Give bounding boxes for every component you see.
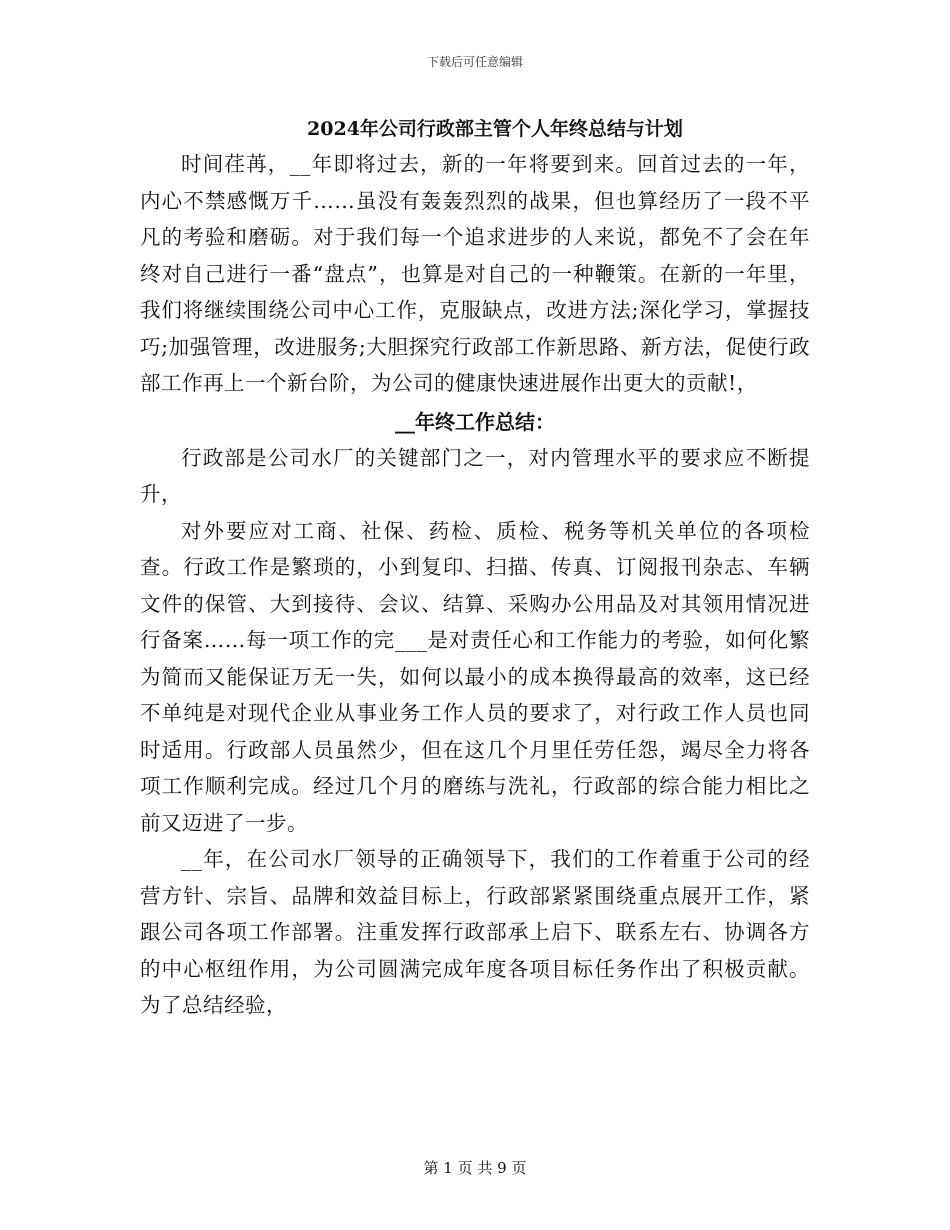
body-paragraph: 行政部是公司水厂的关键部门之一，对内管理水平的要求应不断提升， <box>140 445 810 506</box>
document-title: 2024年公司行政部主管个人年终总结与计划 <box>307 118 683 140</box>
section-heading: __年终工作总结： <box>395 409 555 434</box>
page-header-note: 下载后可任意编辑 <box>426 55 523 69</box>
intro-paragraph: 时间荏苒，__年即将过去，新的一年将要到来。回首过去的一年，内心不禁感慨万千……虽没有轰轰烈烈的战果，但也算经历了一段不平凡的考验和磨砺。对于我们每一个追求进步的人来说，都免不了会在年终对自己进行一番“盘点”，也算是对自己的一种鞭策。在新的一年里，我们将继续围绕公司中心工作，克服缺点，改进方法;深化学习，掌握技巧;加强管理，改进服务;大胆探究行政部工作新思路、新方法，促使行政部工作再上一个新台阶，为公司的健康快速进展作出更大的贡献!， <box>140 152 810 395</box>
document-body <box>140 112 810 1024</box>
body-paragraph: __年，在公司水厂领导的正确领导下，我们的工作着重于公司的经营方针、宗旨、品牌和效益目标上，行政部紧紧围绕重点展开工作，紧跟公司各项工作部署。注重发挥行政部承上启下、联系左右、协调各方的中心枢纽作用，为公司圆满完成年度各项目标任务作出了积极贡献。为了总结经验， <box>140 847 810 1017</box>
body-paragraph: 对外要应对工商、社保、药检、质检、税务等机关单位的各项检查。行政工作是繁琐的，小到复印、扫描、传真、订阅报刊杂志、车辆文件的保管、大到接待、会议、结算、采购办公用品及对其领用情况进行备案……每一项工作的完___是对责任心和工作能力的考验，如何化繁为简而又能保证万无一失，如何以最小的成本换得最高的效率，这已经不单纯是对现代企业从事业务工作人员的要求了，对行政工作人员也同时适用。行政部人员虽然少，但在这几个月里任劳任怨，竭尽全力将各项工作顺利完成。经过几个月的磨练与洗礼，行政部的综合能力相比之前又迈进了一步。 <box>140 518 810 835</box>
page-number: 第 1 页 共 9 页 <box>423 1159 527 1177</box>
